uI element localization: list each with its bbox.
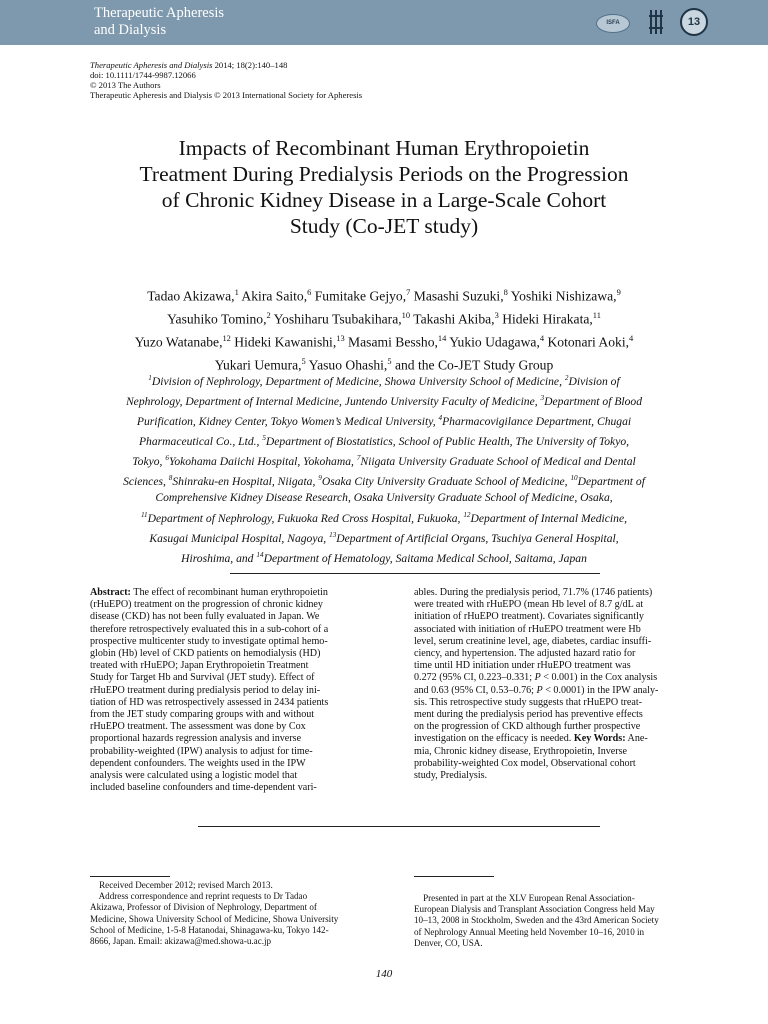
affiliation-marker: 13 — [336, 333, 345, 344]
affiliation-line: Sciences, $^8$Shinraku-en Hospital, Niigata, $^9$Osaka City University Graduate School of Medicine, $^{10}$Department of — [123, 474, 645, 489]
affiliation-marker: 4 — [438, 414, 443, 423]
affiliation-marker: 11 — [140, 510, 148, 519]
abstract-label: Abstract: — [90, 587, 131, 598]
author-line: Yasuhiko Tomino,$^2$ Yoshiharu Tsubakihara,$^{10}$ Takashi Akiba,$^3$ Hideki Hirakata,$^{11}$ — [167, 310, 601, 327]
abstract-top-rule — [230, 573, 600, 574]
affiliation-marker: 13 — [329, 530, 337, 539]
citation-doi: doi: 10.1111/1744-9987.12066 — [90, 70, 196, 80]
footnote-correspondence: Received December 2012; revised March 2013. Address correspondence and reprint requests to Dr Tadao Akizawa, Professor of Division of Nephrology, Department of Medicine, Showa University School of Medicine, Showa University School of Medicine, 1-5-8 Hatanodai, Shinagawa-ku, Tokyo 142- 8666, Japan. Email: akizawa@med.showa-u.ac.jp — [90, 880, 339, 947]
affiliation-list — [80, 370, 688, 567]
footnote-rule-right — [414, 876, 494, 877]
citation-volume: 2014; 18(2):140–148 — [214, 60, 288, 70]
citation-journal: Therapeutic Apheresis and Dialysis — [90, 60, 213, 70]
affiliation-marker: 9 — [616, 287, 621, 297]
affiliation-line: Purification, Kidney Center, Tokyo Women’s Medical University, $^4$Pharmacovigilance Department, Chugai — [136, 414, 632, 428]
affiliation-marker: 12 — [463, 510, 471, 519]
affiliation-line: Nephrology, Department of Internal Medicine, Juntendo University Faculty of Medicine, $^3$Department of Blood — [125, 394, 643, 408]
author-line: Yukari Uemura,$^5$ Yasuo Ohashi,$^5$ and the Co-JET Study Group — [214, 356, 554, 373]
affiliation-marker: 4 — [539, 333, 545, 344]
abstract-right-column: ables. During the predialysis period, 71.7% (1746 patients) were treated with rHuEPO (mean Hb level of 8.7 g/dL at initiation of rHuEPO treatment). Covariates significantly associated with initiation of rHuEPO treatment were Hb level, serum creatinine level, age, diabetes, cardiac insuffi- ciency, and hypertension. The adjusted hazard ratio for time until HD initiation under rHuEPO treatment was 0.272 (95% CI, 0.223–0.331; P < 0.001) in the Cox analysis and 0.63 (95% CI, 0.53–0.76; P < 0.0001) in the IPW analy- sis. This retrospective study suggests that rHuEPO treat- ment during the predialysis period has preventive effects on the progression of CKD although further prospective investigation on the efficacy is needed. Key Words: Ane- mia, Chronic kidney disease, Erythropoietin, Inverse probability-weighted Cox model, Observational cohort study, Predialysis. — [414, 587, 659, 782]
affiliation-line: Pharmaceutical Co., Ltd., $^5$Department of Biostatistics, School of Public Health, The University of Tokyo, — [138, 434, 630, 449]
affiliation-marker: 10 — [570, 474, 578, 483]
keywords-label: Key Words: — [573, 733, 626, 745]
affiliation-line: $^{11}$Department of Nephrology, Fukuoka Red Cross Hospital, Fukuoka, $^{12}$Department of Internal Medicine, — [140, 510, 627, 525]
affiliation-marker: 10 — [401, 310, 411, 321]
affiliation-line: Tokyo, $^6$Yokohama Daiichi Hospital, Yokohama, $^7$Niigata University Graduate School of Medical and Dental — [132, 454, 636, 469]
affiliation-marker: 8 — [168, 474, 173, 483]
abstract-bottom-rule — [198, 826, 600, 827]
affiliation-marker: 14 — [256, 550, 264, 559]
citation-block — [90, 60, 362, 100]
page-number: 140 — [375, 968, 393, 980]
affiliation-marker: 14 — [437, 333, 447, 344]
affiliation-marker: 5 — [301, 356, 306, 367]
affiliation-marker: 1 — [148, 374, 152, 382]
journal-name: Therapeutic Apheresis and Dialysis — [94, 5, 225, 38]
citation-copyright-authors: © 2013 The Authors — [90, 80, 161, 90]
author-line: Yuzo Watanabe,$^{12}$ Hideki Kawanishi,$^{13}$ Masami Bessho,$^{14}$ Yukio Udagawa,$^4$ Kotonari Aoki,$^4$ — [134, 333, 634, 350]
affiliation-marker: 8 — [503, 287, 508, 297]
article-title: Impacts of Recombinant Human Erythropoietin Treatment During Predialysis Periods on the Progression of Chronic Kidney Disease in a Large-Scale Cohort Study (Co-JET study) — [139, 136, 629, 238]
affiliation-marker: 12 — [222, 333, 231, 344]
affiliation-line: Kasugai Municipal Hospital, Nagoya, $^{13}$Department of Artificial Organs, Tsuchiya General Hospital, — [149, 530, 619, 545]
affiliation-marker: 9 — [318, 474, 322, 483]
author-list — [70, 283, 698, 375]
affiliation-marker: 7 — [406, 287, 411, 297]
affiliation-line: $^1$Division of Nephrology, Department of Medicine, Showa University School of Medicine, $^2$Division of — [148, 374, 620, 388]
affiliation-marker: 4 — [629, 333, 634, 344]
affiliation-marker: 5 — [387, 356, 392, 367]
affiliation-marker: 11 — [592, 310, 601, 321]
abstract-left-column: Abstract: The effect of recombinant human erythropoietin (rHuEPO) treatment on the progression of chronic kidney disease (CKD) has not been fully evaluated in Japan. We therefore retrospectively evaluated this in a sub-cohort of a prospective multicenter study to investigate optimal hemo- globin (Hb) level of CKD patients on hemodialysis (HD) treated with rHuEPO; Japan Erythropoietin Treatment Study for Target Hb and Survival (JET study). Effect of rHuEPO treatment during predialysis period to delay ini- tiation of HD was retrospectively assessed in 2434 patients from the JET study comparing groups with and without rHuEPO treatment. The assessment was done by Cox proportional hazards regression analysis and inverse probability-weighted (IPW) analysis to adjust for time- dependent confounders. The weights used in the IPW analysis were calculated using a logistic model that included baseline confounders and time-dependent vari- — [90, 587, 329, 794]
affiliation-line: Hiroshima, and $^{14}$Department of Hematology, Saitama Medical School, Saitama, Japan — [181, 550, 587, 565]
affiliation-marker: 2 — [564, 374, 569, 382]
affiliation-marker: 6 — [165, 454, 169, 463]
society-seal-icon: 13 — [680, 8, 708, 36]
footnote-presentation: Presented in part at the XLV European Renal Association- European Dialysis and Transplant Association Congress held May 10–13, 2008 in Stockholm, Sweden and the 43rd American Society of Nephrology Annual Meeting held November 10–16, 2010 in Denver, CO, USA. — [414, 893, 659, 948]
affiliation-marker: 3 — [494, 310, 499, 321]
affiliation-marker: 6 — [307, 287, 312, 297]
author-line: Tadao Akizawa,$^1$ Akira Saito,$^6$ Fumitake Gejyo,$^7$ Masashi Suzuki,$^8$ Yoshiki Nishizawa,$^9$ — [147, 287, 621, 304]
affiliation-marker: 1 — [234, 287, 239, 297]
citation-copyright-society: Therapeutic Apheresis and Dialysis © 2013 International Society for Apheresis — [90, 90, 363, 100]
journal-banner — [0, 0, 768, 45]
isfa-logo-icon: ISFA — [596, 14, 630, 33]
affiliation-marker: 5 — [262, 434, 266, 443]
affiliation-marker: 7 — [356, 454, 361, 463]
society-emblem-icon — [648, 8, 664, 36]
affiliation-marker: 2 — [266, 310, 271, 321]
affiliation-line: Comprehensive Kidney Disease Research, Osaka University Graduate School of Medicine, Osaka, — [155, 491, 613, 505]
affiliation-marker: 3 — [540, 394, 545, 403]
footnote-rule-left — [90, 876, 170, 877]
